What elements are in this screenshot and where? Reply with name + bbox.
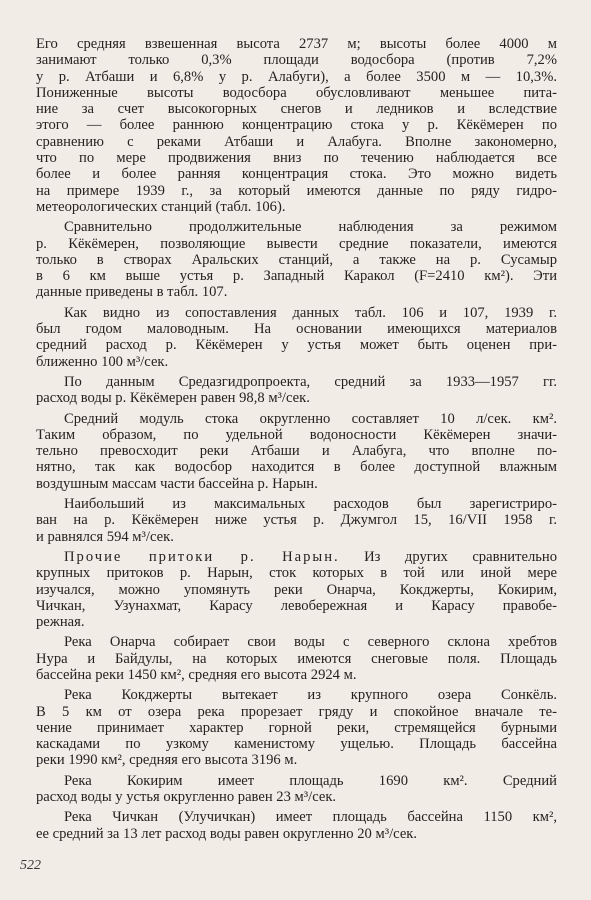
paragraph — [36, 687, 557, 768]
text-line: тельно превосходит реки Атбаши и Алабуга, что вполне по- — [36, 443, 557, 460]
text-line: Как видно из сопоставления данных табл. 106 и 107, 1939 г. — [64, 304, 557, 321]
text-line: воздушным массам части бассейна р. Нарын. — [36, 475, 318, 492]
text-line: ван на р. Кёкёмерен ниже устья р. Джумгол 15, 16/VII 1958 г. — [36, 512, 557, 529]
text-line: сравнению с реками Атбаши и Алабуга. Вполне закономерно, — [36, 133, 557, 150]
paragraph — [36, 809, 557, 842]
text-line: и равнялся 594 м³/сек. — [36, 528, 174, 545]
text-line: режная. — [36, 614, 85, 631]
text-line: расход воды у устья округленно равен 23 м³/сек. — [36, 789, 337, 806]
text-line: средний расход р. Кёкёмерен у устья может быть оценен при- — [36, 337, 557, 354]
text-line: ние за счет высокогорных снегов и ледников и вследствие — [36, 101, 557, 118]
text-line: что по мере продвижения вниз по течению наблюдается все — [36, 150, 557, 167]
text-line: Сравнительно продолжительные наблюдения за режимом — [64, 219, 557, 236]
text-line: на примере 1939 г., за который имеются данные по ряду гидро- — [36, 182, 557, 199]
text-line: только в створах Аральских станций, а также на р. Сусамыр — [36, 251, 557, 268]
text-line: у р. Атбаши и 6,8% у р. Алабуги), а более 3500 м — 10,3%. — [36, 68, 557, 85]
text-line: крупных притоков р. Нарын, сток которых в той или иной мере — [36, 565, 557, 582]
text-line: данные приведены в табл. 107. — [36, 284, 228, 301]
text-line: ее средний за 13 лет расход воды равен округленно 20 м³/сек. — [36, 825, 418, 842]
text-line: Наибольший из максимальных расходов был зарегистриро- — [64, 496, 557, 513]
text-line: в 6 км выше устья р. Западный Каракол (F=2410 км²). Эти — [36, 268, 557, 285]
text-line: этого — более раннюю концентрацию стока у р. Кёкёмерен по — [36, 117, 557, 134]
text-line: реки 1990 км², средняя его высота 3196 м. — [36, 752, 298, 769]
text-line: В 5 км от озера река прорезает гряду и спокойное вначале те- — [36, 703, 557, 720]
text-line: ближенно 100 м³/сек. — [36, 353, 169, 370]
text-line: расход воды р. Кёкёмерен равен 98,8 м³/сек. — [36, 390, 310, 407]
text-line: метеорологических станций (табл. 106). — [36, 198, 286, 215]
text-line: Пониженные высоты водосбора обусловливают меньшее пита- — [36, 84, 557, 101]
text-line: каскадами по узкому каменистому ущелью. Площадь бассейна — [36, 736, 557, 753]
text-line: изучался, можно упомянуть реки Онарча, Кокджерты, Кокирим, — [36, 581, 557, 598]
text-line — [36, 549, 557, 565]
text-line: Чичкан, Узунахмат, Карасу левобережная и Карасу правобе- — [36, 597, 557, 614]
paragraph — [36, 36, 557, 215]
paragraph — [36, 411, 557, 492]
paragraph — [36, 549, 557, 630]
text-line: занимают только 0,3% площади водосбора (против 7,2% — [36, 52, 557, 69]
text-line: Таким образом, по удельной водоносности Кёкёмерен значи- — [36, 426, 557, 443]
text-fragment: Из других сравнительно — [364, 548, 557, 565]
paragraph — [36, 634, 557, 683]
text-line: нятно, так как водосбор находится в более доступной влажным — [36, 459, 557, 476]
text-line: р. Кёкёмерен, позволяющие вывести средние показатели, имеются — [36, 235, 557, 252]
paragraph — [36, 374, 557, 407]
text-line: более и более ранняя концентрация стока. Это можно видеть — [36, 166, 557, 183]
text-line: Средний модуль стока округленно составляет 10 л/сек. км². — [64, 410, 557, 427]
text-line: бассейна реки 1450 км², средняя его высота 2924 м. — [36, 666, 357, 683]
paragraph — [36, 773, 557, 806]
body-text — [36, 36, 557, 842]
page-number: 522 — [20, 858, 41, 873]
text-line: Река Кокджерты вытекает из крупного озера Сонкёль. — [64, 687, 557, 704]
text-line: Река Чичкан (Улучичкан) имеет площадь бассейна 1150 км², — [64, 809, 557, 826]
paragraph — [36, 305, 557, 370]
text-line: Нура и Байдулы, на которых имеются снеговые поля. Площадь — [36, 650, 557, 667]
text-line: Река Кокирим имеет площадь 1690 км². Средний — [64, 772, 557, 789]
paragraph — [36, 496, 557, 545]
section-heading: Прочие притоки р. Нарын. — [64, 548, 340, 565]
paragraph — [36, 219, 557, 300]
text-line: чение принимает характер горной реки, стремящейся бурными — [36, 719, 557, 736]
text-line: был годом маловодным. На основании имеющихся материалов — [36, 321, 557, 338]
text-line: По данным Средазгидропроекта, средний за 1933—1957 гг. — [64, 373, 557, 390]
text-line: Река Онарча собирает свои воды с северного склона хребтов — [64, 634, 557, 651]
text-line: Его средняя взвешенная высота 2737 м; высоты более 4000 м — [36, 36, 557, 52]
